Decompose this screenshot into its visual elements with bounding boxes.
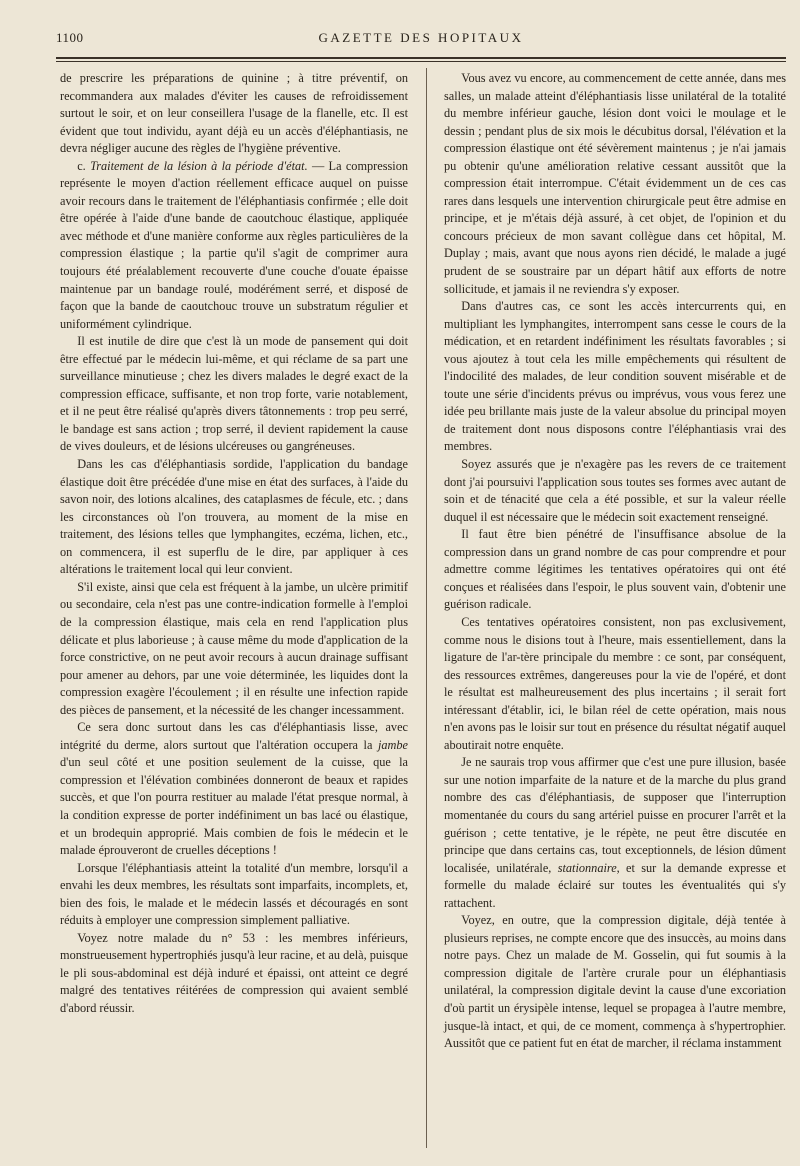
right-paragraph-3: Soyez assurés que je n'exagère pas les revers de ce traitement dont j'ai poursuivi l'application sous toutes ses formes avec autant de soin et de ténacité que cela a été possible, et sur la valeur réelle duquel il est nécessaire que le médecin soit exactement renseigné. (444, 457, 786, 524)
left-paragraph-6-italic: jambe (377, 737, 408, 752)
header-rule-thin (56, 61, 786, 62)
journal-title: GAZETTE DES HOPITAUX (318, 30, 524, 45)
left-column (60, 70, 408, 1018)
left-paragraph-6-text-b: d'un seul côté et une position seulement de la cuisse, que la compression et l'élévation combinées donneront de beaux et rapides succès, et que l'on pourra restituer au malade l'état presque normal, à la condition expresse de porter indéfiniment un bas lacé ou élastique, et un brodequin approprié. Mais combien de fois le médecin et le malade éprouveront de cruelles déceptions ! (60, 755, 408, 858)
left-paragraph-5: S'il existe, ainsi que cela est fréquent à la jambe, un ulcère primitif ou secondaire, cela n'est pas une contre-indication formelle à l'emploi de la compression élastique, mais cela en rend l'application plus délicate et plus laborieuse ; à cause même du mode d'application de la force constrictive, on ne peut avoir recours à aucun drainage suffisant pour amener au dehors, par une voie déterminée, les liquides dont la compression exagère l'écoulement ; il en résulte une infection rapide des pièces de pansement, et la nécessité de les changer incessamment. (60, 579, 408, 717)
right-paragraph-6-text-a: Je ne saurais trop vous affirmer que c'est une pure illusion, basée sur une notion imparfaite de la nature et de la marche du plus grand nombre des cas d'éléphantiasis, de supposer que l'interruption momentanée du cours du sang artériel puisse en procurer l'arrêt et la guérison ; cette tentative, je le répète, ne peut être discutée en principe que dans certains cas, tout exceptionnels, de lésion dûment localisée, unilatérale, (444, 755, 786, 875)
left-paragraph-4: Dans les cas d'éléphantiasis sordide, l'application du bandage élastique doit être précédée d'une mise en état des surfaces, à l'aide du savon noir, des lotions alcalines, des cataplasmes de fécule, etc. ; dans les circonstances où l'on trouvera, au moment de la mise en traitement, des lésions telles que lymphangites, eczéma, lichen, etc., on commencera, il est superflu de le dire, par appliquer à ces altérations le traitement local qui leur convient. (60, 457, 408, 577)
left-paragraph-7: Lorsque l'éléphantiasis atteint la totalité d'un membre, lorsqu'il a envahi les deux membres, les résultats sont imparfaits, incomplets, et, bien des fois, le malade et le médecin lassés et découragés en sont réduits à employer une compression simplement palliative. (60, 860, 408, 928)
left-paragraph-6-text-a: Ce sera donc surtout dans les cas d'éléphantiasis lisse, avec intégrité du derme, alors surtout que l'altération occupera la (60, 720, 408, 752)
right-paragraph-6-text-b: , et sur la demande expresse et formelle du malade éclairé sur toutes les éventualités qui s'y rattachent. (444, 860, 786, 910)
header-rule (56, 57, 786, 59)
left-paragraph-2 (60, 158, 408, 333)
right-paragraph-6 (444, 754, 786, 912)
page-header (56, 30, 786, 52)
right-paragraph-7: Voyez, en outre, que la compression digitale, déjà tentée à plusieurs reprises, ne compte encore que des insuccès, au moins dans notre pays. Chez un malade de M. Gosselin, qui fut soumis à la compression digitale de l'artère crurale pour un éléphantiasis unilatéral, la compression digitale devint la cause d'une excoriation d'où partit un érysipèle intense, lequel se propagea à l'autre membre, jusque-là intact, et qui, de ce moment, commença à s'hypertrophier. Aussitôt que ce patient fut en état de marcher, il réclama instamment (444, 913, 786, 1051)
right-paragraph-5: Ces tentatives opératoires consistent, non pas exclusivement, comme nous le disions tout à l'heure, mais essentiellement, dans la ligature de l'ar-tère principale du membre : ce sont, par conséquent, des ressources extrêmes, dangereuses pour la vie de l'opéré, et dont le résultat est malheureusement des plus incertains ; il serait fort intéressant d'établir, ici, le bilan réel de cette opération, mais nous n'en avons pas le loisir sur tout en présence du résultat négatif auquel aboutirait notre enquête. (444, 614, 786, 752)
right-paragraph-2: Dans d'autres cas, ce sont les accès intercurrents qui, en multipliant les lymphangites, interrompent sans cesse le cours de la médication, et en retardent indéfiniment les résultats favorables ; si vous ajoutez à tout cela les mille empêchements qui résultent de l'indocilité des malades, de leur condition souvent misérable et de toute une série d'incidents prévus ou imprévus, vous vous ferez une idée peu brillante mais juste de la valeur absolue du principal moyen de traitement dont nous disposons contre l'éléphantiasis vrai des membres. (444, 299, 786, 454)
right-paragraph-4: Il faut être bien pénétré de l'insuffisance absolue de la compression dans un grand nombre de cas pour comprendre et pour admettre comme légitimes les tentatives opératoires qui ont été conçues et réalisées dans l'espoir, le plus souvent vain, d'obtenir une guérison radicale. (444, 527, 786, 612)
column-divider (426, 68, 427, 1148)
section-label: c. (77, 158, 86, 173)
right-paragraph-6-italic: stationnaire (557, 860, 617, 875)
section-title: Traitement de la lésion à la période d'état. (90, 158, 308, 173)
page-number: 1100 (56, 30, 84, 45)
left-paragraph-8: Voyez notre malade du n° 53 : les membres inférieurs, monstrueusement hypertrophiés jusqu'à leur racine, et au delà, puisque le pli sous-abdominal est déjà induré et épaissi, ont atteint ce degré malgré des tentatives réitérées de compression qui avaient semblé d'abord réussir. (60, 930, 408, 1015)
left-paragraph-1: de prescrire les préparations de quinine ; à titre préventif, on recommandera aux malades d'éviter les causes de refroidissement surtout le soir, et on leur conseillera l'usage de la flanelle, etc. Il est évident que tout individu, ayant déjà eu un accès d'éléphantiasis, ne devra négliger aucune des règles de l'hygiène préventive. (60, 71, 408, 156)
left-paragraph-3: Il est inutile de dire que c'est là un mode de pansement qui doit être effectué par le médecin lui-même, et qui réclame de sa part une surveillance minutieuse ; chez les divers malades le degré exact de la compression efficace, suffisante, et non trop forte, varie notablement, et il ne peut être réalisé qu'après divers tâtonnements : trop peu serré, le bandage est sans action ; trop serré, il devient rapidement la cause de vives douleurs, et de lésions ulcéreuses ou gangréneuses. (60, 334, 408, 454)
section-text: — La compression représente le moyen d'action réellement efficace auquel on puisse avoir recours dans le traitement de l'éléphantiasis confirmée ; elle doit être opérée à l'aide d'une bande de caoutchouc élastique, appliquée avec méthode et d'une manière conforme aux règles particulières de la compression élastique ; la partie qu'il s'agit de comprimer aura toujours été préalablement recouverte d'une couche d'ouate épaisse maintenue par un bandage roulé, modérément serré, et disposé de façon que la bande de caoutchouc trouve un substratum régulier et uniformément cylindrique. (60, 158, 408, 331)
right-paragraph-1: Vous avez vu encore, au commencement de cette année, dans mes salles, un malade atteint d'éléphantiasis lisse unilatéral de la totalité du membre inférieur gauche, lésion dont voici le moulage et le dessin ; pendant plus de six mois le décubitus dorsal, l'élévation et la compression élastique ont été sévèrement maintenus ; je n'ai jamais pu obtenir qu'une amélioration relative cessant aussitôt que la compression était interrompue. C'était évidemment un de ces cas rares dans lesquels une intervention chirurgicale peut être admise en principe, et je m'étais déjà assuré, à cet objet, de l'opinion et du concours précieux de mon savant collègue dans cet hôpital, M. Duplay ; mais, avant que nous ayons rien décidé, le malade a jugé prudent de se soustraire par un départ hâtif aux efforts de notre sollicitude, et jamais il ne reviendra s'y exposer. (444, 71, 786, 296)
left-paragraph-6 (60, 719, 408, 859)
right-column (444, 70, 786, 1053)
